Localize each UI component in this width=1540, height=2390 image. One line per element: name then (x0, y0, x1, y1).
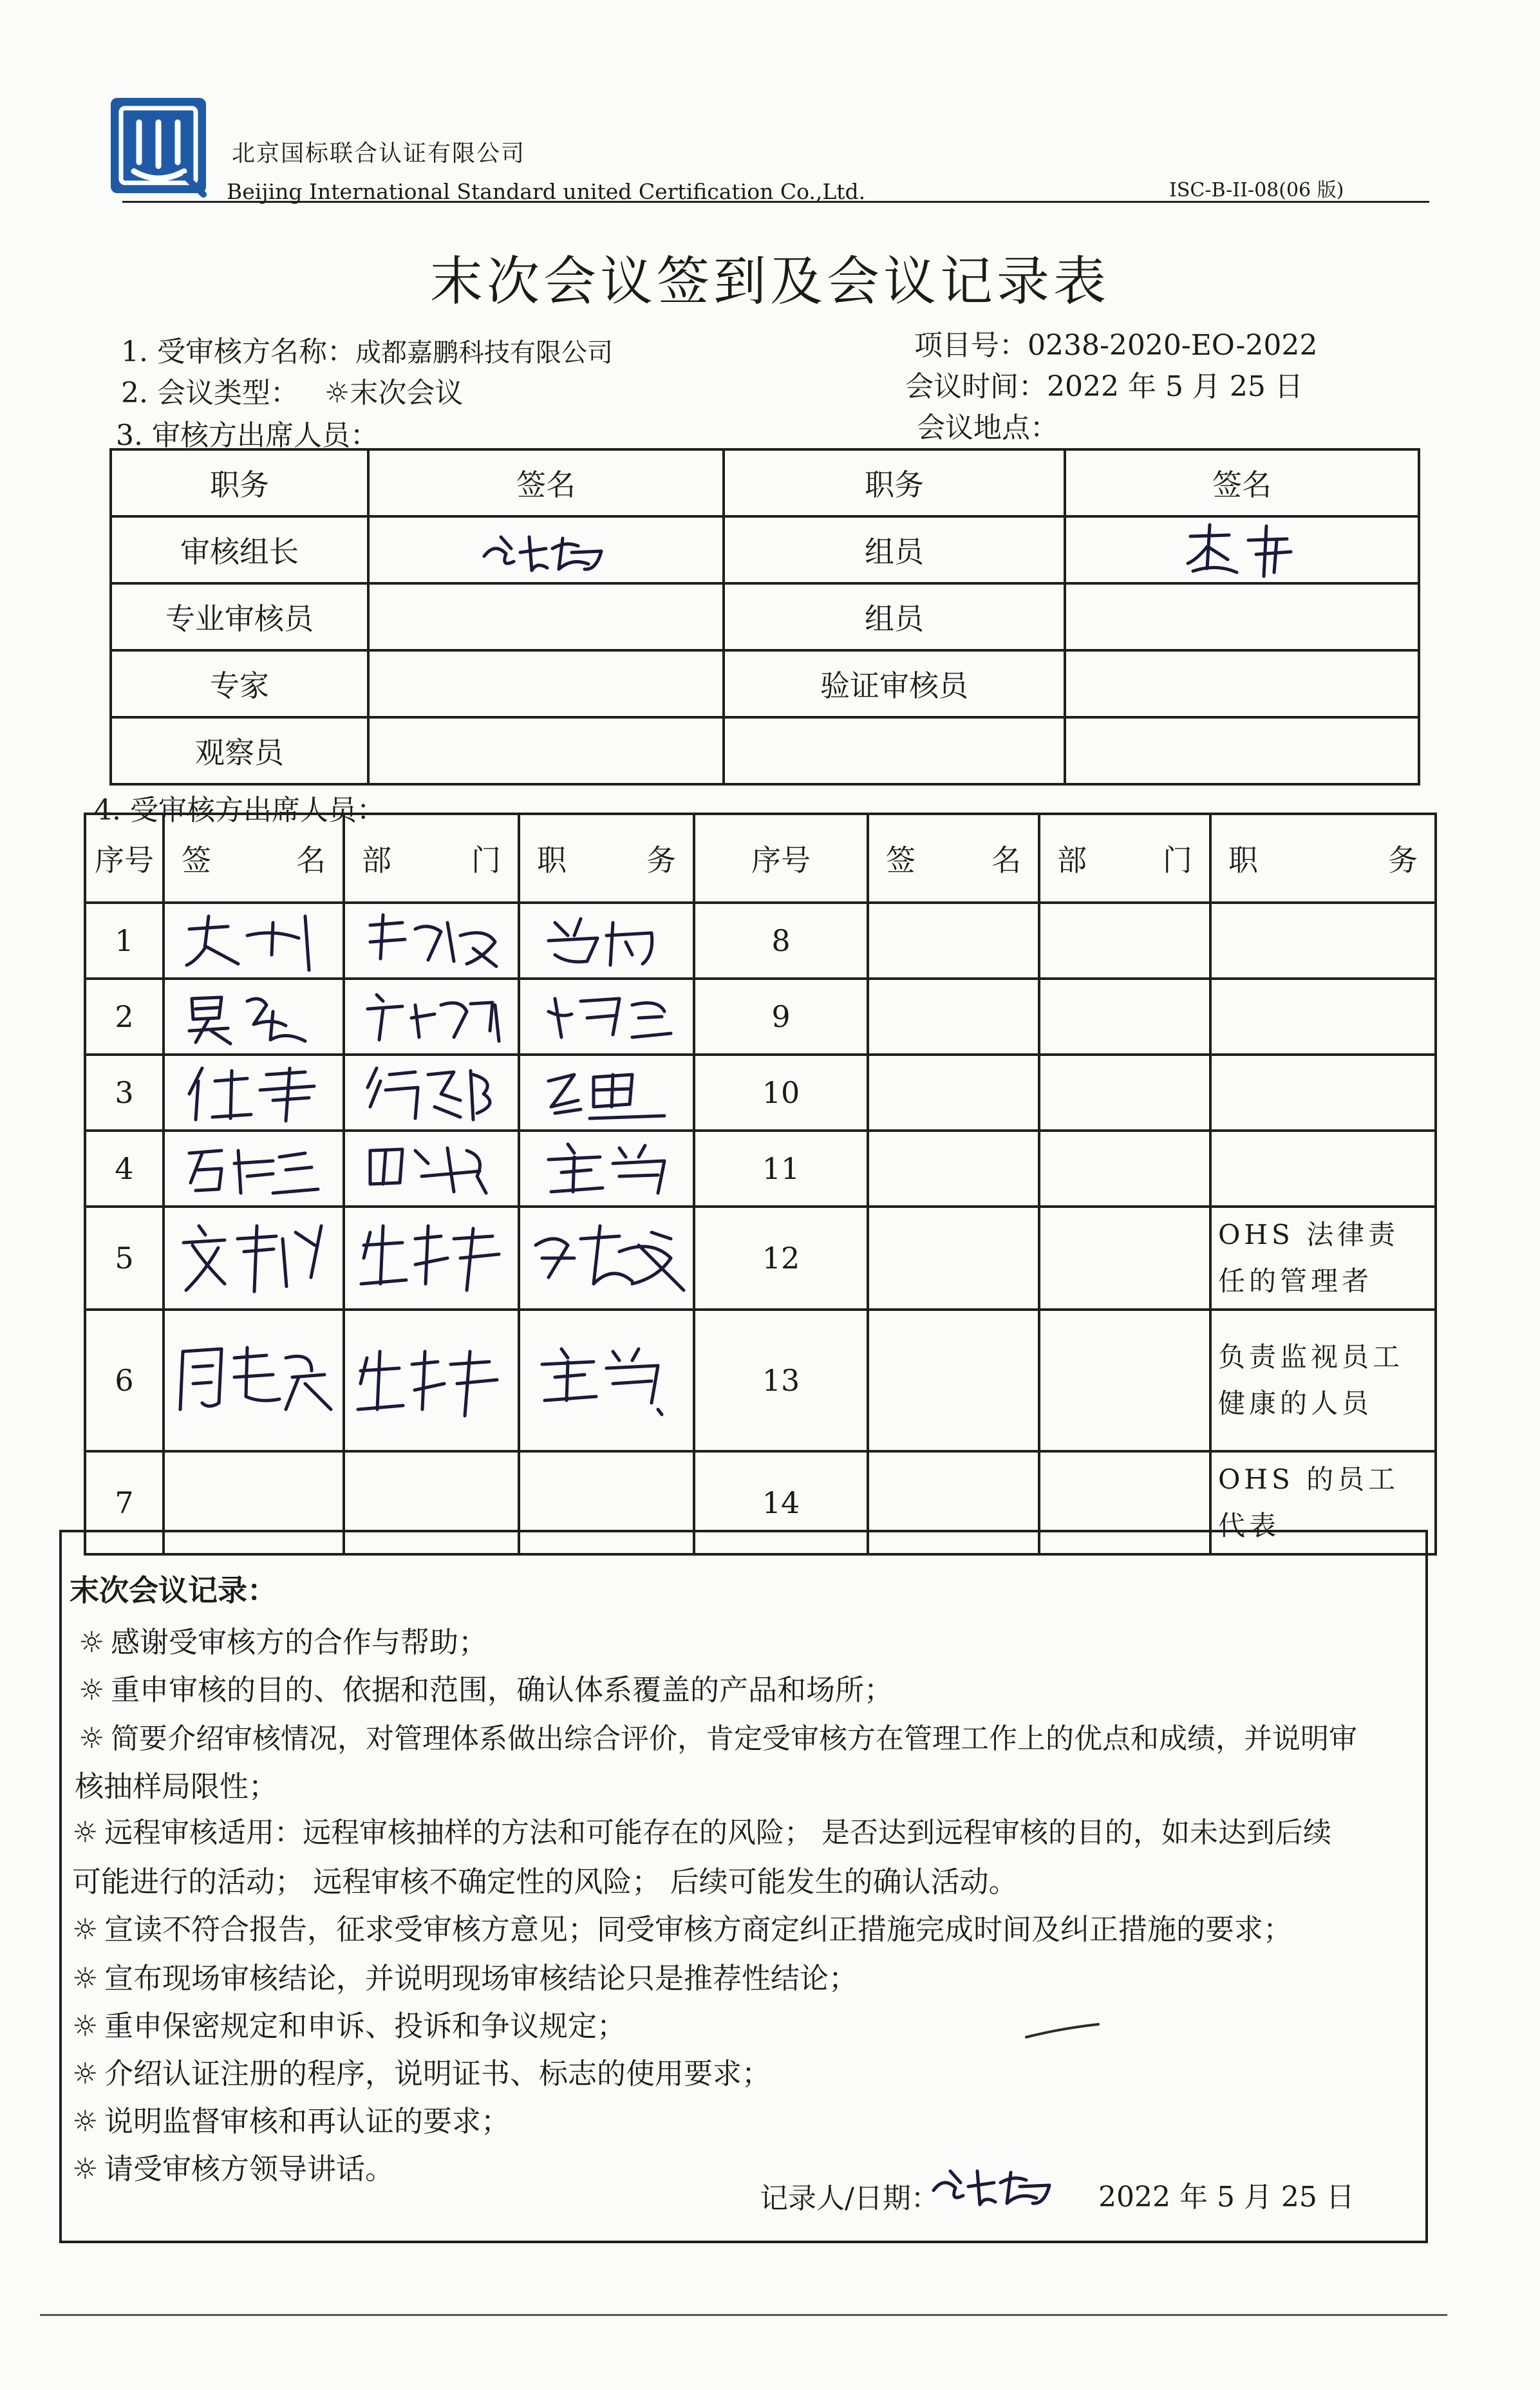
handwritten-signature (173, 1219, 334, 1297)
header-signature-part: 签 (182, 843, 211, 878)
minutes-item-text: 介绍认证注册的程序，说明证书、标志的使用要求； (104, 2056, 771, 2091)
department-cell (344, 1055, 519, 1131)
department-cell (1039, 1055, 1210, 1131)
header-department-part: 部 (362, 843, 391, 878)
minutes-item-text: 宣读不符合报告，征求受审核方意见；同受审核方商定纠正措施完成时间及纠正措施的要求； (104, 1912, 1293, 1946)
signature-cell (868, 979, 1039, 1055)
sun-bullet-icon: ☼ (72, 1912, 99, 1946)
handwritten-signature-recorder (927, 2158, 1056, 2212)
project-number-label: 项目号： (914, 329, 1028, 362)
role-cell: 验证审核员 (724, 650, 1065, 717)
position-cell (519, 979, 694, 1055)
handwritten-signature (176, 910, 331, 972)
header-position-part: 务 (646, 843, 676, 878)
meeting-type-value: ☼末次会议 (324, 377, 464, 409)
table-row (85, 1207, 1436, 1310)
signature-cell (368, 583, 724, 650)
role-cell: 审核组长 (111, 516, 368, 583)
sun-bullet-icon: ☼ (79, 1625, 105, 1659)
department-cell (1039, 1131, 1210, 1207)
position-cell (519, 1207, 694, 1310)
position-cell: 负责监视员工健康的人员 (1210, 1310, 1436, 1451)
row-number: 8 (694, 903, 868, 979)
signature-cell (1065, 650, 1419, 717)
row-number: 3 (85, 1055, 164, 1131)
company-name-cn: 北京国标联合认证有限公司 (232, 140, 526, 167)
position-cell (1210, 903, 1436, 979)
signature-cell (164, 903, 344, 979)
sun-bullet-icon: ☼ (72, 1961, 99, 1995)
auditee-attendance-table (84, 813, 1437, 1556)
row-number: 14 (694, 1451, 868, 1554)
minutes-item (72, 2098, 510, 2140)
minutes-item-text: 重申保密规定和申诉、投诉和争议规定； (104, 2009, 626, 2043)
minutes-item (72, 2002, 626, 2044)
header-number: 序号 (694, 814, 868, 903)
signature-cell (868, 1055, 1039, 1131)
header-department-part: 门 (471, 843, 501, 878)
table-row (85, 1055, 1436, 1131)
row-number: 11 (694, 1131, 868, 1207)
header-divider (122, 201, 1429, 203)
minutes-item-text: 感谢受审核方的合作与帮助； (111, 1625, 488, 1659)
company-name-en: Beijing International Standard united Certification Co.,Ltd. (227, 179, 866, 204)
signature-cell (1065, 583, 1419, 650)
handwritten-department (357, 910, 505, 972)
handwritten-position (536, 910, 677, 972)
role-cell: 观察员 (111, 717, 368, 784)
role-cell (724, 717, 1065, 784)
minutes-item-text: 简要介绍审核情况，对管理体系做出综合评价，肯定受审核方在管理工作上的优点和成绩，并说明审 (111, 1722, 1357, 1755)
header-signature: 签名 (368, 449, 724, 516)
header-department-part: 部 (1057, 843, 1087, 878)
position-cell (1210, 1131, 1436, 1207)
minutes-item (72, 1955, 858, 1997)
pen-mark (1024, 2022, 1101, 2041)
department-cell (344, 1131, 519, 1207)
signature-cell (868, 1207, 1039, 1310)
header-position (1210, 814, 1436, 903)
table-row (85, 979, 1436, 1055)
minutes-item-continued: 可能进行的活动； 远程审核不确定性的风险； 后续可能发生的确认活动。 (72, 1865, 1018, 1899)
handwritten-position (536, 986, 677, 1048)
sun-bullet-icon: ☼ (79, 1721, 105, 1755)
signature-cell (868, 903, 1039, 979)
handwritten-department (351, 1219, 512, 1297)
sun-bullet-icon: ☼ (72, 2056, 99, 2091)
signature-cell (368, 650, 724, 717)
meeting-time-row (905, 363, 1303, 404)
position-cell (519, 1131, 694, 1207)
signature-cell (368, 516, 724, 583)
project-number-value: 0238-2020-EO-2022 (1028, 329, 1318, 362)
table-row (111, 650, 1419, 717)
role-cell: 组员 (724, 583, 1065, 650)
recorder-label: 记录人/日期： (760, 2182, 939, 2215)
header-position-part: 职 (537, 843, 567, 878)
sun-bullet-icon: ☼ (72, 2152, 99, 2186)
auditee-attendees-label: 4. 受审核方出席人员： (94, 794, 385, 827)
handwritten-position (536, 1138, 677, 1200)
signature-cell (368, 717, 724, 784)
footer-divider (40, 2314, 1447, 2316)
minutes-item (79, 1715, 1357, 1756)
header-position-part: 务 (1388, 843, 1418, 878)
project-number-row (914, 322, 1317, 363)
header-position: 职务 (724, 449, 1065, 516)
row-number: 1 (85, 903, 164, 979)
document-code: ISC-B-II-08(06 版) (1169, 179, 1344, 202)
department-cell (1039, 979, 1210, 1055)
minutes-item (72, 2145, 394, 2187)
role-cell: 组员 (724, 516, 1065, 583)
role-cell: 专业审核员 (111, 583, 368, 650)
handwritten-signature (176, 986, 331, 1048)
department-cell (1039, 1207, 1210, 1310)
header-signature (868, 814, 1039, 903)
position-cell: OHS 法律责任的管理者 (1210, 1207, 1436, 1310)
handwritten-signature-member (1178, 521, 1306, 579)
table-row (85, 1131, 1436, 1207)
minutes-item-continued: 核抽样局限性； (75, 1769, 278, 1803)
minutes-item (72, 2050, 771, 2092)
auditor-attendees-label: 3. 审核方出席人员： (116, 419, 379, 452)
header-department (344, 814, 519, 903)
minutes-item-text: 宣布现场审核结论，并说明现场审核结论只是推荐性结论； (104, 1961, 858, 1995)
auditee-name-row (121, 328, 613, 370)
signature-cell (164, 1131, 344, 1207)
header-department (1039, 814, 1210, 903)
table-row (111, 516, 1419, 583)
handwritten-position (536, 1062, 677, 1124)
department-cell (1039, 1310, 1210, 1451)
department-cell (344, 979, 519, 1055)
handwritten-signature (170, 1339, 337, 1422)
sun-bullet-icon: ☼ (72, 1815, 99, 1849)
recorder-row (760, 2175, 939, 2216)
header-signature-part: 名 (296, 843, 326, 878)
row-number: 9 (694, 979, 868, 1055)
handwritten-signature (176, 1138, 331, 1200)
position-cell (1210, 979, 1436, 1055)
meeting-type-row (121, 370, 463, 411)
minutes-item (79, 1619, 487, 1661)
row-number: 12 (694, 1207, 868, 1310)
position-cell: OHS 的员工代表 (1210, 1451, 1436, 1554)
signature-cell (164, 1207, 344, 1310)
handwritten-department (348, 1339, 515, 1422)
sun-bullet-icon: ☼ (72, 2104, 99, 2138)
position-cell (519, 1055, 694, 1131)
minutes-item-text: 远程审核适用：远程审核抽样的方法和可能存在的风险； 是否达到远程审核的目的，如未达到后续 (104, 1816, 1331, 1849)
signature-cell (1065, 516, 1419, 583)
handwritten-department (357, 1138, 505, 1200)
signature-cell (1065, 717, 1419, 784)
header-position (519, 814, 694, 903)
minutes-item-text: 请受审核方领导讲话。 (104, 2152, 395, 2186)
row-number: 2 (85, 979, 164, 1055)
header-signature-part: 签 (886, 843, 916, 878)
auditor-attendance-table (109, 448, 1420, 786)
sun-bullet-icon: ☼ (72, 2009, 99, 2043)
meeting-type-label: 2. 会议类型： (121, 377, 299, 409)
role-cell: 专家 (111, 650, 368, 717)
position-cell (519, 903, 694, 979)
handwritten-department (357, 1062, 505, 1124)
handwritten-position (523, 1219, 690, 1297)
row-number: 7 (85, 1451, 164, 1554)
header-signature-part: 名 (991, 843, 1021, 878)
department-cell (1039, 903, 1210, 979)
row-number: 6 (85, 1310, 164, 1451)
meeting-time-label: 会议时间： (905, 370, 1047, 403)
header-signature (164, 814, 344, 903)
form-title: 末次会议签到及会议记录表 (429, 251, 1110, 312)
header-department-part: 门 (1163, 843, 1192, 878)
handwritten-signature-team-leader (475, 523, 617, 577)
signature-cell (868, 1131, 1039, 1207)
minutes-item-text: 重申审核的目的、依据和范围，确认体系覆盖的产品和场所； (111, 1673, 894, 1707)
minutes-item (79, 1666, 893, 1708)
header-position-part: 职 (1228, 843, 1258, 878)
meeting-time-value: 2022 年 5 月 25 日 (1047, 370, 1303, 403)
header-position: 职务 (111, 449, 368, 516)
department-cell (344, 903, 519, 979)
handwritten-position (529, 1339, 684, 1422)
header-number: 序号 (85, 814, 164, 903)
table-row (111, 583, 1419, 650)
table-row (85, 903, 1436, 979)
position-cell (1210, 1055, 1436, 1131)
row-number: 4 (85, 1131, 164, 1207)
header-signature: 签名 (1065, 449, 1419, 516)
signature-cell (164, 979, 344, 1055)
department-cell (344, 1310, 519, 1451)
row-number: 5 (85, 1207, 164, 1310)
meeting-minutes-title: 末次会议记录： (70, 1573, 277, 1608)
signature-cell (868, 1310, 1039, 1451)
position-cell (519, 1310, 694, 1451)
company-logo (108, 95, 209, 200)
meeting-place-label: 会议地点： (917, 411, 1058, 444)
minutes-item (72, 1906, 1292, 1948)
table-row (85, 1310, 1436, 1451)
department-cell (344, 1207, 519, 1310)
table-header-row (111, 449, 1419, 516)
handwritten-signature (176, 1062, 331, 1124)
signature-cell (164, 1310, 344, 1451)
auditee-name-label: 1. 受审核方名称： (121, 335, 355, 368)
row-number: 10 (694, 1055, 868, 1131)
table-row (111, 717, 1419, 784)
auditee-name-value: 成都嘉鹏科技有限公司 (355, 338, 613, 368)
signature-cell (164, 1055, 344, 1131)
recorder-date: 2022 年 5 月 25 日 (1098, 2181, 1355, 2214)
minutes-item (72, 1809, 1331, 1850)
table-header-row (85, 814, 1436, 903)
sun-bullet-icon: ☼ (79, 1673, 105, 1707)
handwritten-department (357, 986, 505, 1048)
minutes-item-text: 说明监督审核和再认证的要求； (104, 2104, 511, 2138)
row-number: 13 (694, 1310, 868, 1451)
